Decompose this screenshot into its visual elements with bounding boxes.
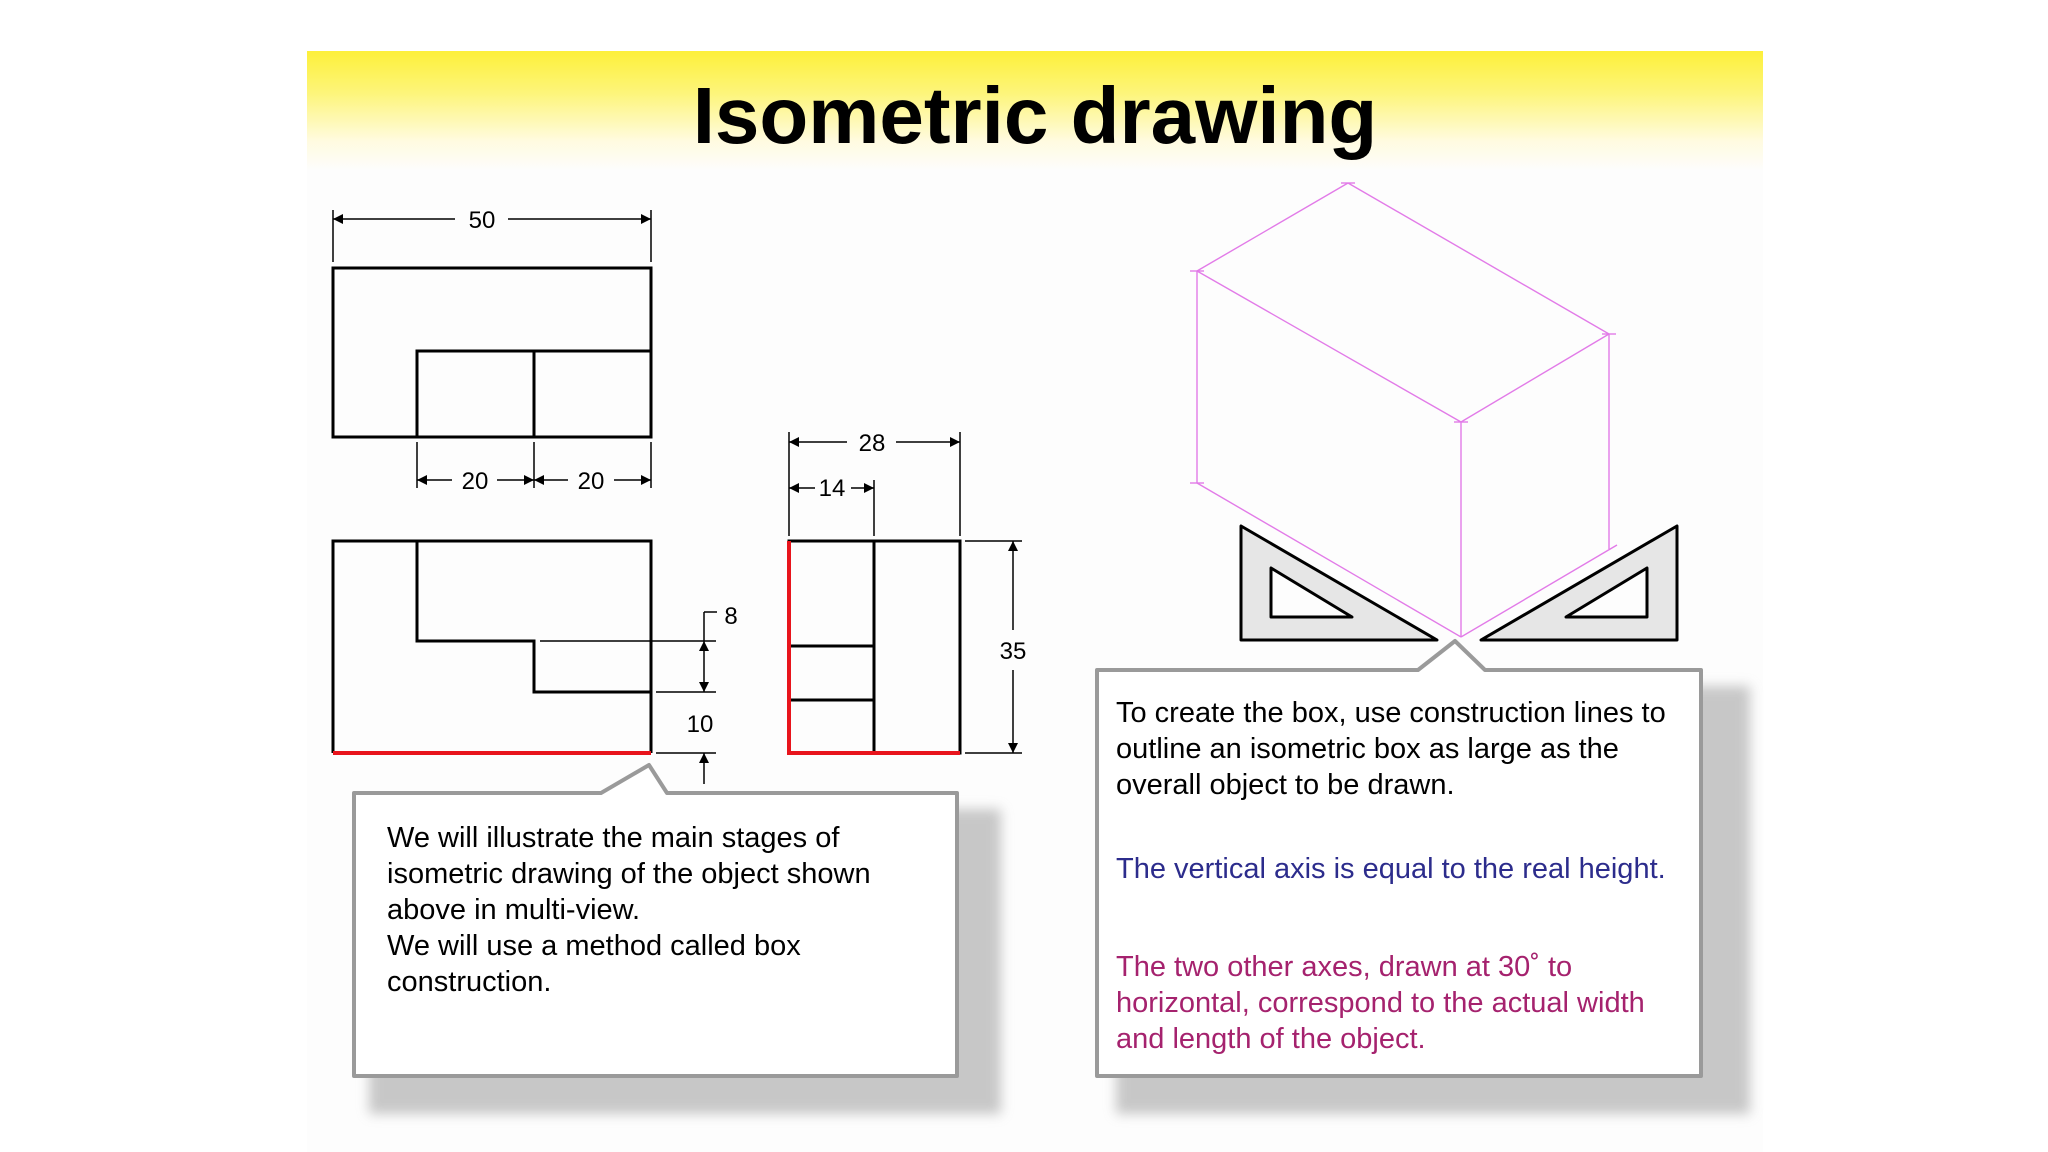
- dim-label-20-left: 20: [461, 468, 489, 495]
- callout-right-text: [1116, 695, 1696, 1057]
- callout-left-line: construction.: [387, 966, 552, 998]
- dim-label-8: 8: [724, 603, 738, 630]
- slide-title: Isometric drawing: [692, 71, 1378, 160]
- callout-left-line: isometric drawing of the object shown: [387, 858, 871, 890]
- callout-right-line: overall object to be drawn.: [1116, 769, 1455, 801]
- dim-label-20-right: 20: [577, 468, 605, 495]
- dim-front-step: [540, 612, 717, 784]
- set-square-right: [1481, 526, 1677, 640]
- dim-label-10: 10: [686, 711, 714, 738]
- side-view: [789, 541, 960, 753]
- dim-label-50: 50: [468, 207, 496, 234]
- callout-left-text: [387, 820, 947, 1000]
- set-square-left: [1241, 526, 1437, 640]
- front-view: [333, 541, 651, 753]
- callout-right-line: outline an isometric box as large as the: [1116, 733, 1619, 765]
- callout-right-line: and length of the object.: [1116, 1023, 1426, 1055]
- dim-label-14: 14: [818, 475, 846, 502]
- callout-left-line: We will illustrate the main stages of: [387, 822, 840, 854]
- callout-right-vertical-axis-note: The vertical axis is equal to the real height.: [1116, 853, 1666, 885]
- callout-left-line: above in multi-view.: [387, 894, 641, 926]
- top-view: [333, 268, 651, 437]
- callout-right-line: To create the box, use construction lines to: [1116, 697, 1666, 729]
- callout-right-line: The two other axes, drawn at 30˚ to: [1116, 951, 1573, 983]
- dim-label-28: 28: [858, 430, 886, 457]
- callout-left-line: We will use a method called box: [387, 930, 801, 962]
- dim-top-inner: [417, 442, 651, 488]
- callout-right-line: horizontal, correspond to the actual width: [1116, 987, 1645, 1019]
- dim-label-35: 35: [999, 638, 1027, 665]
